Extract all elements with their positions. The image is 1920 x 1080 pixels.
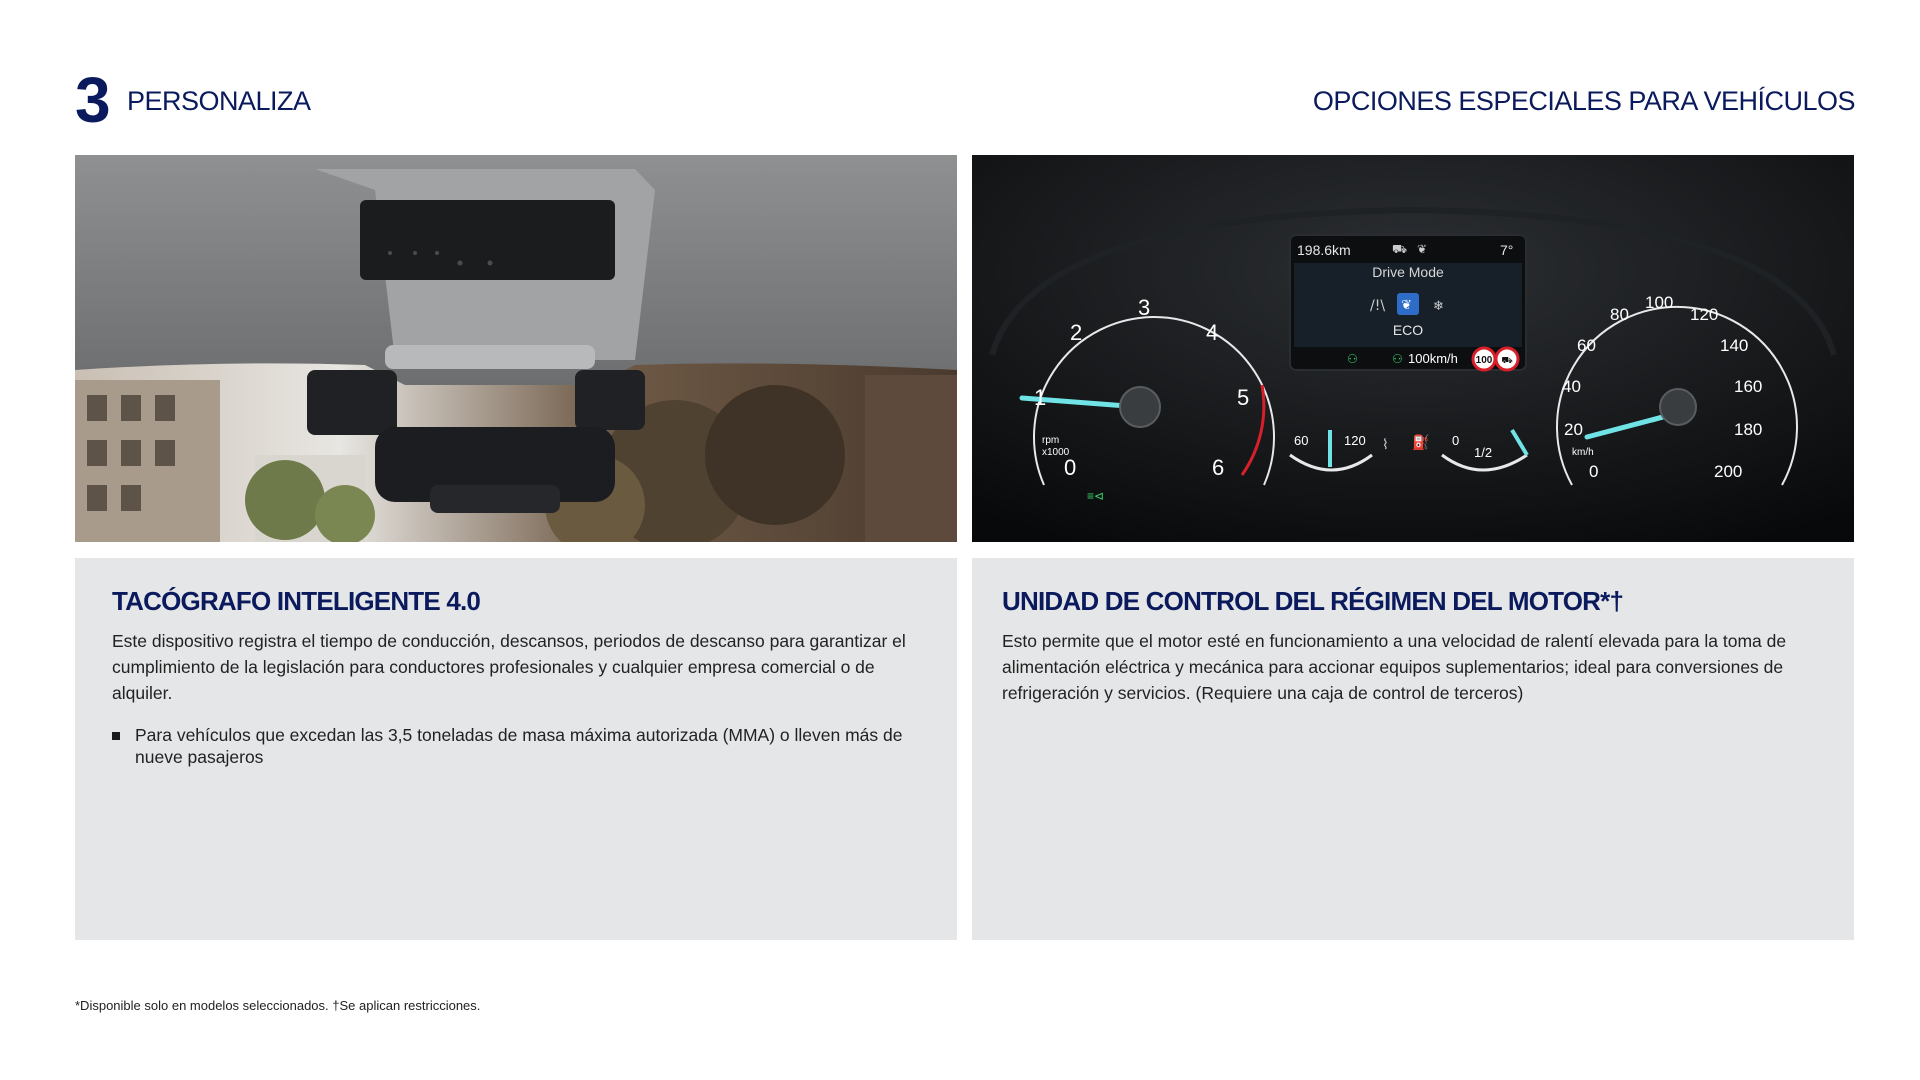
rpm-unit: rpm bbox=[1042, 435, 1060, 446]
speed-unit: km/h bbox=[1572, 447, 1594, 458]
temp-high-label: 120 bbox=[1344, 433, 1366, 448]
speed-label: 40 bbox=[1562, 377, 1581, 396]
list-item bbox=[112, 724, 932, 768]
instrument-cluster bbox=[972, 155, 1854, 542]
speed-label: 200 bbox=[1714, 462, 1743, 481]
speed-label: 180 bbox=[1734, 420, 1763, 439]
tach-label: 3 bbox=[1138, 295, 1151, 320]
fuel-empty-label: 0 bbox=[1452, 433, 1460, 448]
engine-speed-control-card bbox=[972, 558, 1854, 940]
section-number: 3 bbox=[75, 64, 109, 136]
engine-speed-control-description: Esto permite que el motor esté en funcionamiento a una velocidad de ralentí elevada para la toma de alimentación eléctrica y mecánica para accionar equipos suplementarios; ideal para conversiones de refrigeración y servicios. (Requiere una caja de control de terceros) bbox=[1002, 631, 1787, 703]
page-title: OPCIONES ESPECIALES PARA VEHÍCULOS bbox=[1312, 86, 1855, 116]
temp-low-label: 60 bbox=[1294, 433, 1309, 448]
speed-label: 0 bbox=[1589, 462, 1599, 481]
center-display bbox=[1290, 235, 1526, 370]
tach-label: 0 bbox=[1064, 455, 1077, 480]
eco-indicator-icon: ≡⊲ bbox=[1087, 489, 1105, 503]
odometer: 198.6km bbox=[1297, 242, 1351, 258]
tach-label: 1 bbox=[1034, 385, 1047, 410]
drive-mode-value: ECO bbox=[1392, 322, 1424, 338]
coolant-icon: ⌇ bbox=[1382, 437, 1389, 453]
footnote: *Disponible solo en modelos seleccionados. †Se aplican restricciones. bbox=[75, 998, 481, 1013]
speed-label: 140 bbox=[1720, 336, 1749, 355]
tachograph-bullets bbox=[112, 724, 932, 768]
bullet-text: Para vehículos que excedan las 3,5 toneladas de masa máxima autorizada (MMA) o lleven más de nueve pasajeros bbox=[135, 725, 903, 767]
drive-mode-label: Drive Mode bbox=[1372, 264, 1444, 280]
snow-icon: ❄ bbox=[1433, 299, 1444, 314]
tachograph-description: Este dispositivo registra el tiempo de conducción, descansos, periodos de descanso para garantizar el cumplimiento de la legislación para conductores profesionales y cualquier empresa comercial o de alquiler. bbox=[112, 631, 906, 703]
tach-label: 6 bbox=[1212, 455, 1225, 480]
tachograph-photo bbox=[75, 155, 957, 542]
speed-label: 20 bbox=[1564, 420, 1583, 439]
eco-leaf-icon: ❦ bbox=[1401, 298, 1412, 313]
bullet-square-icon bbox=[112, 732, 120, 740]
instrument-cluster-photo bbox=[972, 155, 1854, 542]
no-overtaking-icon: ⛟ bbox=[1501, 356, 1513, 366]
road-icon: /!\ bbox=[1370, 298, 1386, 314]
vehicle-icon: ⛟ bbox=[1392, 242, 1408, 256]
fuel-pump-icon: ⛽ bbox=[1412, 435, 1430, 451]
speed-limit: 100km/h bbox=[1408, 351, 1458, 366]
speed-label: 60 bbox=[1577, 336, 1596, 355]
leaf-icon: ❦ bbox=[1417, 242, 1428, 256]
tachograph-title: TACÓGRAFO INTELIGENTE 4.0 bbox=[112, 586, 481, 616]
speed-label: 120 bbox=[1690, 305, 1719, 324]
lane-assist-icon: ⚇ bbox=[1347, 352, 1358, 366]
tachograph-card bbox=[75, 558, 957, 940]
speed-limit-sign: 100 bbox=[1475, 355, 1493, 366]
tach-label: 5 bbox=[1237, 385, 1250, 410]
speed-label: 160 bbox=[1734, 377, 1763, 396]
rpm-multiplier: x1000 bbox=[1042, 447, 1070, 458]
speed-label: 100 bbox=[1645, 293, 1674, 312]
speed-label: 80 bbox=[1610, 305, 1629, 324]
cruise-control-icon: ⚇ bbox=[1392, 352, 1403, 366]
tach-label: 2 bbox=[1070, 320, 1083, 345]
section-title: PERSONALIZA bbox=[127, 86, 311, 116]
fuel-half-label: 1/2 bbox=[1474, 445, 1493, 460]
page-header bbox=[75, 64, 1855, 136]
tachograph-illustration bbox=[75, 155, 957, 542]
outside-temperature: 7° bbox=[1500, 242, 1514, 258]
tach-label: 4 bbox=[1206, 320, 1219, 345]
engine-speed-control-title: UNIDAD DE CONTROL DEL RÉGIMEN DEL MOTOR*† bbox=[1002, 586, 1624, 616]
